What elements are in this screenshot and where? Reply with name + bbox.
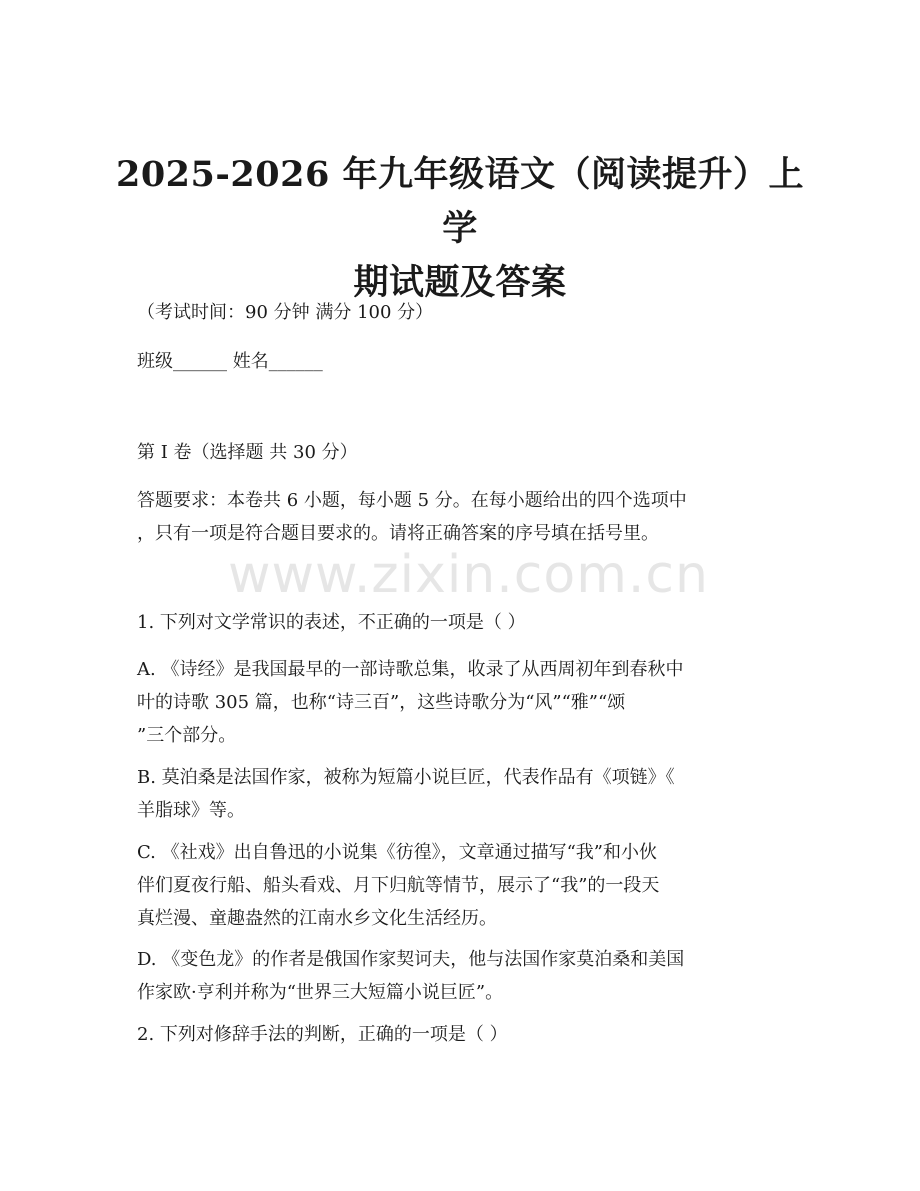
question-1-option-a xyxy=(137,653,797,752)
instructions xyxy=(137,484,797,550)
option-c-line-1: C. 《社戏》出自鲁迅的小说集《彷徨》，文章通过描写“我”和小伙 xyxy=(137,842,657,863)
option-d-line-1: D. 《变色龙》的作者是俄国作家契诃夫，他与法国作家莫泊桑和美国 xyxy=(137,949,685,970)
question-1-option-d xyxy=(137,943,797,1009)
question-2-stem: 2. 下列对修辞手法的判断，正确的一项是（ ） xyxy=(137,1024,508,1045)
option-c-line-2: 伴们夏夜行船、船头看戏、月下归航等情节，展示了“我”的一段天 xyxy=(137,875,660,896)
class-name-fields: 班级______ 姓名______ xyxy=(137,351,323,372)
option-a-line-3: ”三个部分。 xyxy=(137,725,237,746)
section-heading: 第 I 卷（选择题 共 30 分） xyxy=(137,442,358,463)
question-1-stem: 1. 下列对文学常识的表述，不正确的一项是（ ） xyxy=(137,612,526,633)
watermark: www.zixin.com.cn xyxy=(228,545,709,605)
exam-info: （考试时间：90 分钟 满分 100 分） xyxy=(137,302,434,323)
option-b-line-1: B. 莫泊桑是法国作家，被称为短篇小说巨匠，代表作品有《项链》《 xyxy=(137,767,675,788)
title-line-2: 期试题及答案 xyxy=(353,262,567,303)
option-c-line-3: 真烂漫、童趣盎然的江南水乡文化生活经历。 xyxy=(137,908,497,929)
option-d-line-2: 作家欧·亨利并称为“世界三大短篇小说巨匠”。 xyxy=(137,982,504,1003)
option-a-line-2: 叶的诗歌 305 篇，也称“诗三百”，这些诗歌分为“风”“雅”“颂 xyxy=(137,692,626,713)
option-a-line-1: A. 《诗经》是我国最早的一部诗歌总集，收录了从西周初年到春秋中 xyxy=(137,659,684,680)
title-line-1: 2025-2026 年九年级语文（阅读提升）上学 xyxy=(115,154,805,249)
instructions-line-2: ，只有一项是符合题目要求的。请将正确答案的序号填在括号里。 xyxy=(137,523,659,544)
question-1-option-b xyxy=(137,761,797,827)
question-1-option-c xyxy=(137,836,797,935)
instructions-line-1: 答题要求：本卷共 6 小题，每小题 5 分。在每小题给出的四个选项中 xyxy=(137,490,687,511)
option-b-line-2: 羊脂球》等。 xyxy=(137,800,245,821)
document-title xyxy=(100,148,820,310)
